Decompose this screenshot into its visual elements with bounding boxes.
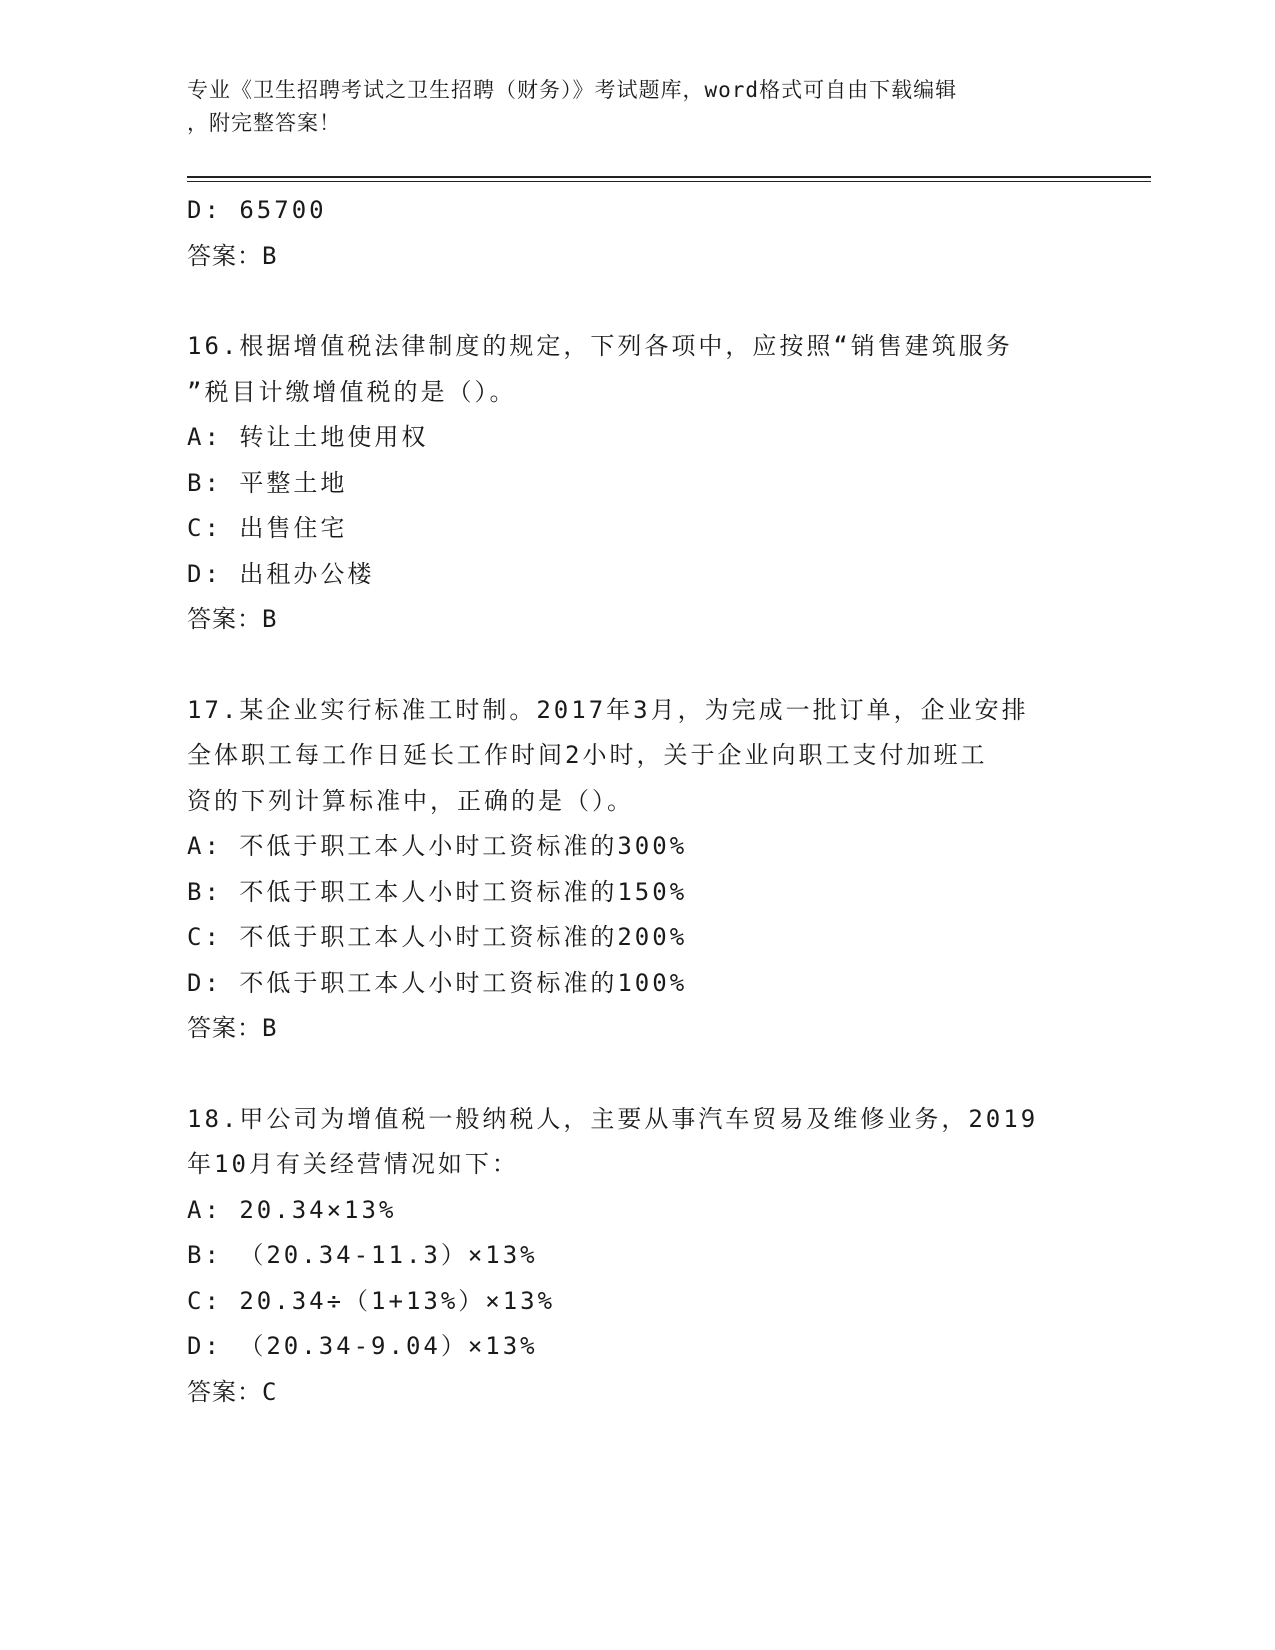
prev-option-d: D: 65700 bbox=[187, 196, 327, 224]
question-content bbox=[187, 188, 1107, 1415]
question-18 bbox=[187, 1097, 1107, 1416]
question-text-line: 16.根据增值税法律制度的规定，下列各项中，应按照“销售建筑服务 bbox=[187, 332, 1013, 360]
option-d: D: （20.34-9.04）×13% bbox=[187, 1332, 538, 1360]
header-divider-thin bbox=[187, 181, 1151, 182]
option-c: C: 不低于职工本人小时工资标准的200% bbox=[187, 923, 688, 951]
option-a: A: 不低于职工本人小时工资标准的300% bbox=[187, 832, 688, 860]
question-text-line: 资的下列计算标准中，正确的是（）。 bbox=[187, 786, 634, 815]
option-b: B: 平整土地 bbox=[187, 468, 348, 497]
answer: 答案：C bbox=[187, 1377, 278, 1406]
header-divider-thick bbox=[187, 176, 1151, 178]
option-a: A: 转让土地使用权 bbox=[187, 423, 429, 451]
question-text-line: ”税目计缴增值税的是（）。 bbox=[187, 377, 517, 406]
header-line-1: 专业《卫生招聘考试之卫生招聘（财务）》考试题库，word格式可自由下载编辑 bbox=[187, 78, 958, 102]
question-16 bbox=[187, 324, 1107, 643]
header-line-2: ，附完整答案！ bbox=[187, 111, 341, 135]
spacer bbox=[187, 643, 1107, 688]
document-header bbox=[187, 74, 1077, 140]
option-c: C: 出售住宅 bbox=[187, 514, 348, 542]
option-a: A: 20.34×13% bbox=[187, 1195, 397, 1224]
option-d: D: 不低于职工本人小时工资标准的100% bbox=[187, 968, 688, 997]
question-text-line: 年10月有关经营情况如下： bbox=[187, 1150, 519, 1178]
question-text-line: 17.某企业实行标准工时制。2017年3月，为完成一批订单，企业安排 bbox=[187, 695, 1029, 724]
question-text-line: 全体职工每工作日延长工作时间2小时，关于企业向职工支付加班工 bbox=[187, 741, 988, 769]
option-d: D: 出租办公楼 bbox=[187, 559, 375, 588]
answer: 答案：B bbox=[187, 605, 278, 633]
option-c: C: 20.34÷（1+13%）×13% bbox=[187, 1286, 556, 1315]
question-17 bbox=[187, 688, 1107, 1052]
question-text-line: 18.甲公司为增值税一般纳税人，主要从事汽车贸易及维修业务，2019 bbox=[187, 1104, 1039, 1133]
option-b: B: （20.34-11.3）×13% bbox=[187, 1241, 538, 1269]
prev-answer: 答案：B bbox=[187, 241, 278, 270]
spacer bbox=[187, 279, 1107, 324]
option-b: B: 不低于职工本人小时工资标准的150% bbox=[187, 877, 688, 906]
spacer bbox=[187, 1052, 1107, 1097]
answer: 答案：B bbox=[187, 1014, 278, 1042]
